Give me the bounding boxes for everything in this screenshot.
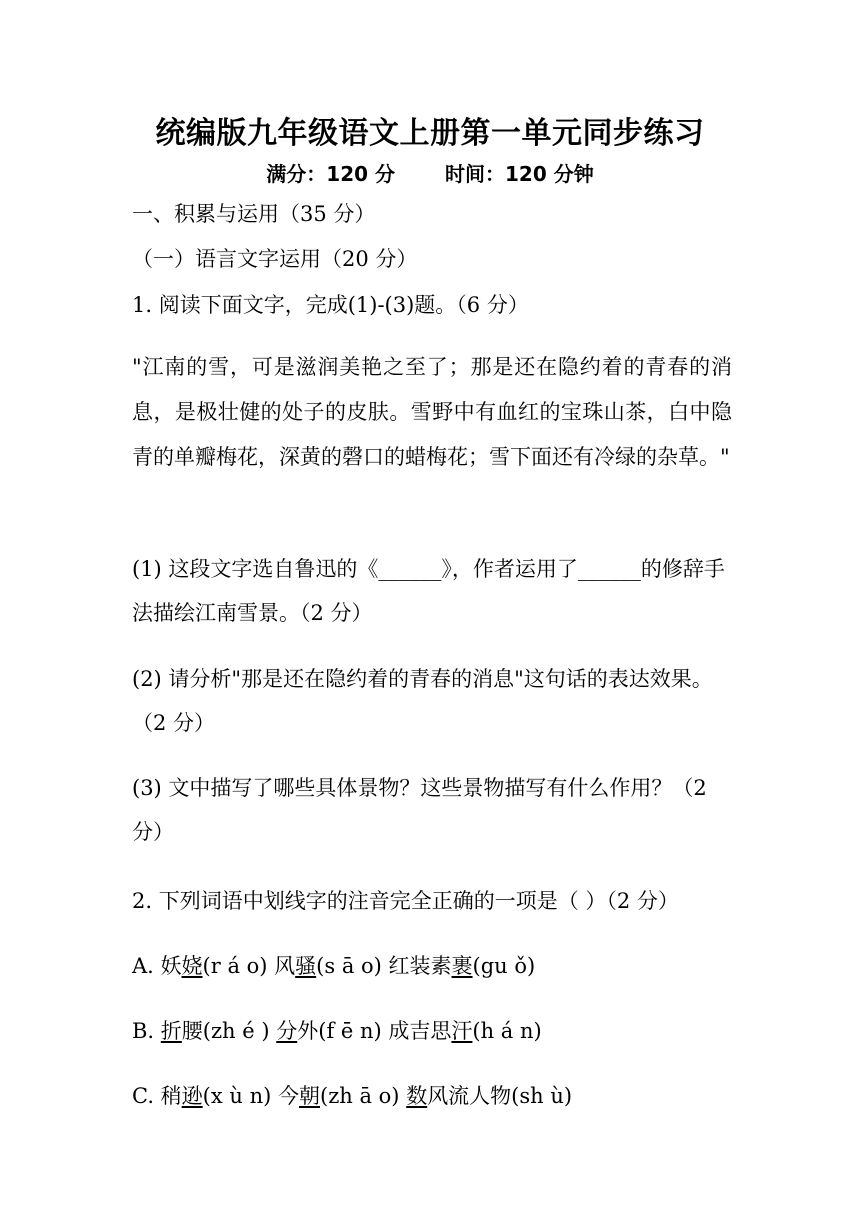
question-1-sub-3: (3) 文中描写了哪些具体景物？这些景物描写有什么作用？（2 分）: [132, 776, 707, 844]
underlined-char: 娆: [181, 954, 203, 978]
option-b-label: B.: [132, 1019, 161, 1043]
question-1-stem: 1. 阅读下面文字，完成(1)-(3)题。（6 分）: [132, 293, 529, 317]
subsection-heading-1: （一）语言文字运用（20 分）: [132, 247, 418, 271]
question-1-sub-1: (1) 这段文字选自鲁迅的《______》，作者运用了______的修辞手法描绘江南雪景。（2 分）: [132, 557, 725, 625]
option-a: A. 妖娆(r á o) 风骚(s ā o) 红装素裹(gu ǒ): [132, 954, 536, 978]
question-2-stem: 2. 下列词语中划线字的注音完全正确的一项是（ ）（2 分）: [132, 889, 679, 913]
underlined-char: 分: [276, 1019, 298, 1043]
question-1-sub-2: (2) 请分析"那是还在隐约着的青春的消息"这句话的表达效果。（2 分）: [132, 667, 713, 735]
underlined-char: 骚: [295, 954, 317, 978]
option-a-label: A.: [132, 954, 161, 978]
section-heading-1: 一、积累与运用（35 分）: [132, 202, 376, 226]
underlined-char: 数: [406, 1084, 428, 1108]
full-score: 满分：120 分: [266, 162, 395, 186]
underlined-char: 折: [160, 1019, 182, 1043]
underlined-char: 朝: [299, 1084, 320, 1108]
question-1-passage: "江南的雪，可是滋润美艳之至了；那是还在隐约着的青春的消息，是极壮健的处子的皮肤。雪野中有血红的宝珠山茶，白中隐青的单瓣梅花，深黄的磬口的蜡梅花；雪下面还有冷绿的杂草。": [132, 355, 732, 469]
underlined-char: 裹: [451, 954, 473, 978]
underlined-char: 汗: [451, 1019, 473, 1043]
underlined-char: 逊: [181, 1084, 203, 1108]
option-b: B. 折腰(zh é ) 分外(f ē n) 成吉思汗(h á n): [132, 1019, 542, 1043]
option-c-label: C.: [132, 1084, 161, 1108]
exam-time: 时间：120 分钟: [445, 162, 594, 186]
option-c: C. 稍逊(x ù n) 今朝(zh ā o) 数风流人物(sh ù): [132, 1084, 573, 1108]
document-title: 统编版九年级语文上册第一单元同步练习: [155, 116, 705, 151]
exam-meta: [0, 158, 860, 187]
